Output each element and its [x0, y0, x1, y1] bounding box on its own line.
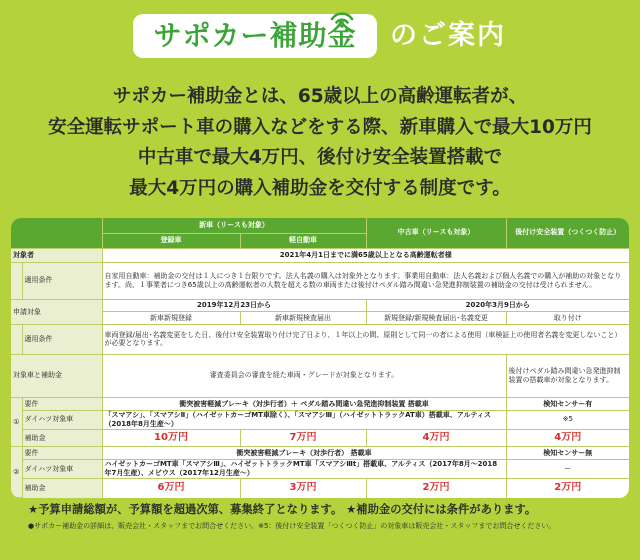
- apply-label: 申請対象: [11, 299, 102, 325]
- header: [0, 10, 640, 60]
- row2-amount-kei: 3万円: [240, 479, 366, 498]
- row1-requirement-label: 要件: [22, 398, 102, 410]
- target-condition-text: 自家用自動車：補助金の交付は１人につき１台限りです。法人名義の購入は対象外となります。事業用自動車：法人名義および個人名義での購入が補助の対象となります。尚、１事業者につき65歳以上の高齢運転者の人数を超える数の車両または後付けペダル踏み間違い急発進抑制装置の補助金の交付は受けられません。: [102, 263, 629, 299]
- intro-line: サポカー補助金とは、65歳以上の高齢運転者が、: [112, 86, 528, 107]
- vehicles-label: 対象車と補助金: [11, 354, 102, 398]
- row1-amount-registered: 10万円: [102, 429, 240, 447]
- row1-note: ※5: [506, 410, 629, 429]
- apply-condition-text: 車両登録/届出･名義変更をした日、後付け安全装置取り付け完了日より、１年以上の間、原則として同一の者による使用（車検証上の使用者名義を変更しないこと）が必要となります。: [102, 325, 629, 354]
- subsidy-table: [11, 218, 629, 498]
- row1-detect-sensor: 検知センサー有: [506, 398, 629, 410]
- footer-note-contact: ●サポカー補助金の詳細は、販売会社・スタッフまでお問合せください。※5：後付け安全装置「つくつく防止」の対象車は販売会社・スタッフまでお問合せください。: [28, 522, 556, 530]
- target-value: 2021年4月1日までに満65歳以上となる高齢運転者様: [102, 248, 629, 263]
- apply-retrofit-installation: 取り付け: [506, 311, 629, 325]
- head-retrofit: 後付け安全装置（つくつく防止）: [506, 218, 629, 248]
- apply-date-new: 2019年12月23日から: [102, 299, 366, 311]
- row2-subsidy-label: 補助金: [22, 479, 102, 498]
- row2-amount-registered: 6万円: [102, 479, 240, 498]
- head-registered-car: 登録車: [102, 234, 240, 249]
- target-condition-label: 適用条件: [22, 263, 102, 299]
- header-title-suffix: のご案内: [390, 20, 506, 51]
- row1-daihatsu-label: ダイハツ対象車: [22, 410, 102, 429]
- subsidy-table-grid: [11, 218, 629, 498]
- logo-badge: [133, 14, 377, 58]
- target-label: 対象者: [11, 248, 102, 263]
- row2-amount-used: 2万円: [366, 479, 506, 498]
- row1-requirement-text: 衝突被害軽減ブレーキ（対歩行者）＋ ペダル踏み間違い急発進抑制装置 搭載車: [102, 398, 506, 410]
- apply-used-registration: 新規登録/新規検査届出･名義変更: [366, 311, 506, 325]
- row2-number: ②: [11, 447, 22, 498]
- vehicles-retrofit-text: 後付けペダル踏み間違い急発進抑制装置の搭載車が対象となります。: [506, 354, 629, 398]
- row2-daihatsu-label: ダイハツ対象車: [22, 459, 102, 478]
- indent-cell: [11, 325, 22, 354]
- vehicles-text: 審査委員会の審査を経た車両・グレードが対象となります。: [102, 354, 506, 398]
- row1-amount-used: 4万円: [366, 429, 506, 447]
- apply-kei-registration: 新車新規検査届出: [240, 311, 366, 325]
- row2-requirement-text: 衝突被害軽減ブレーキ（対歩行者） 搭載車: [102, 447, 506, 459]
- apply-condition-label: 適用条件: [22, 325, 102, 354]
- footer-note-budget: ★予算申請総額が、予算額を超過次第、募集終了となります。 ★補助金の交付には条件があります。: [28, 503, 537, 516]
- intro-line: 安全運転サポート車の購入などをする際、新車購入で最大10万円: [48, 116, 592, 138]
- row1-amount-kei: 7万円: [240, 429, 366, 447]
- head-kei-car: 軽自動車: [240, 234, 366, 249]
- apply-new-registration: 新車新規登録: [102, 311, 240, 325]
- row1-subsidy-label: 補助金: [22, 429, 102, 447]
- intro-text: [0, 82, 640, 204]
- logo-text: サポカー補助金: [153, 19, 357, 52]
- intro-line: 最大4万円の購入補助金を交付する制度です。: [129, 177, 511, 199]
- row1-amount-retrofit: 4万円: [506, 429, 629, 447]
- row2-dash: ー: [506, 459, 629, 478]
- row2-amount-retrofit: 2万円: [506, 479, 629, 498]
- apply-date-used: 2020年3月9日から: [366, 299, 629, 311]
- row2-requirement-label: 要件: [22, 447, 102, 459]
- head-used-car: 中古車（リースも対象）: [366, 218, 506, 248]
- head-new-car: 新車（リースも対象）: [102, 218, 366, 234]
- row1-number: ①: [11, 398, 22, 447]
- row1-models: 「スマアシ」、「スマアシⅡ」（ハイゼットカーゴMT車除く）、「スマアシⅢ」（ハイゼットトラックAT車）搭載車、アルティス（2018年8月生産～）: [102, 410, 506, 429]
- table-corner: [11, 218, 102, 248]
- row2-detect-sensor: 検知センサー無: [506, 447, 629, 459]
- row2-models: ハイゼットカーゴMT車「スマアシⅢ」、ハイゼットトラックMT車「スマアシⅢt」搭載車、アルティス（2017年8月～2018年7月生産）、メビウス（2017年12月生産～）: [102, 459, 506, 478]
- intro-line: 中古車で最大4万円、後付け安全装置搭載で: [137, 147, 503, 168]
- indent-cell: [11, 263, 22, 299]
